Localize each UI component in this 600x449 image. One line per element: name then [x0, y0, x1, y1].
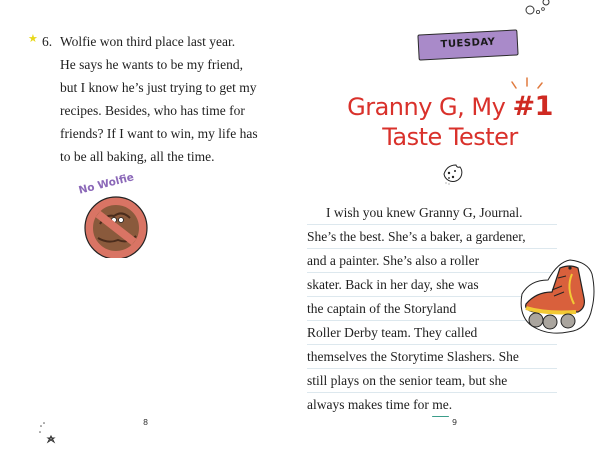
title-highlight: #1 — [512, 91, 553, 122]
list-number: 6. — [42, 34, 53, 49]
text-line: and a painter. She’s also a roller — [307, 249, 557, 273]
list-item-text — [60, 30, 290, 168]
text-line-last: always makes time for me. — [307, 397, 453, 412]
right-page — [300, 0, 600, 444]
page-number: 9 — [452, 418, 458, 427]
text-line: still plays on the senior team, but she — [307, 369, 557, 393]
text-line: Wolfie won third place last year. — [60, 34, 236, 49]
text-line: but I know he’s just trying to get my — [60, 80, 257, 95]
text-line: I wish you knew Granny G, Journal. — [307, 201, 557, 225]
star-icon: ★ — [28, 33, 38, 45]
text-line: He says he wants to be my friend, — [60, 57, 243, 72]
text-line: to be all baking, all the time. — [60, 149, 215, 164]
cookie-icon — [440, 162, 466, 186]
text-line: Roller Derby team. They called — [307, 321, 557, 345]
chapter-title — [300, 92, 600, 152]
emphasis-word: me — [432, 397, 449, 412]
title-line-2: Taste Tester — [382, 123, 518, 151]
text-line: themselves the Storytime Slashers. She — [307, 345, 557, 369]
text-line: She’s the best. She’s a baker, a gardener, — [307, 225, 557, 249]
text-line: recipes. Besides, who has time for — [60, 103, 245, 118]
page-number: 8 — [143, 418, 149, 427]
title-line-1: Granny G, My #1 — [347, 91, 553, 122]
bubbles-icon — [524, 0, 564, 16]
text-line: skater. Back in her day, she was — [307, 273, 557, 297]
text-line: the captain of the Storyland — [307, 297, 557, 321]
roller-skate-icon — [512, 256, 596, 338]
day-tag — [418, 32, 518, 58]
no-wolfie-label: No Wolfie — [77, 171, 136, 197]
no-wolfie-illustration — [77, 171, 168, 278]
day-tag-label: TUESDAY — [440, 36, 496, 51]
star-doodle-icon — [36, 420, 66, 444]
text-line: friends? If I want to win, my life has — [60, 126, 258, 141]
left-page — [0, 0, 300, 444]
no-wolfie-sign-icon — [84, 194, 148, 258]
